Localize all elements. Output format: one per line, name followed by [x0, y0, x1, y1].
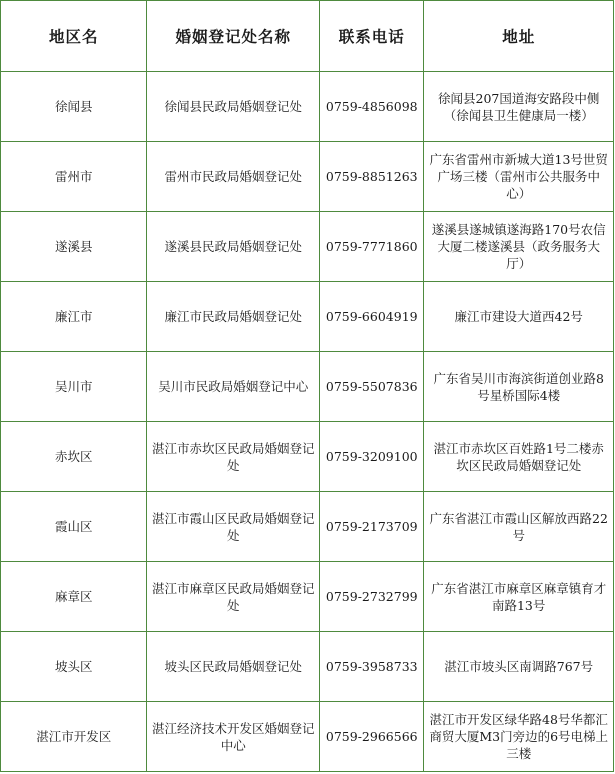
table-row — [1, 282, 614, 352]
phone-cell: 0759-5507836 — [320, 352, 424, 422]
region-cell: 遂溪县 — [1, 212, 147, 282]
region-cell: 坡头区 — [1, 632, 147, 702]
office-cell: 吴川市民政局婚姻登记中心 — [147, 352, 320, 422]
phone-cell: 0759-3209100 — [320, 422, 424, 492]
address-cell: 湛江市坡头区南调路767号 — [424, 632, 614, 702]
table-row — [1, 72, 614, 142]
office-cell: 湛江市赤坎区民政局婚姻登记处 — [147, 422, 320, 492]
header-region: 地区名 — [1, 1, 147, 72]
region-cell: 湛江市开发区 — [1, 702, 147, 772]
office-cell: 遂溪县民政局婚姻登记处 — [147, 212, 320, 282]
table-row — [1, 492, 614, 562]
office-cell: 廉江市民政局婚姻登记处 — [147, 282, 320, 352]
address-cell: 广东省湛江市霞山区解放西路22号 — [424, 492, 614, 562]
address-cell: 廉江市建设大道西42号 — [424, 282, 614, 352]
phone-cell: 0759-4856098 — [320, 72, 424, 142]
phone-cell: 0759-2966566 — [320, 702, 424, 772]
phone-cell: 0759-6604919 — [320, 282, 424, 352]
region-cell: 吴川市 — [1, 352, 147, 422]
table-row — [1, 422, 614, 492]
phone-cell: 0759-3958733 — [320, 632, 424, 702]
office-cell: 湛江市霞山区民政局婚姻登记处 — [147, 492, 320, 562]
header-phone: 联系电话 — [320, 1, 424, 72]
address-cell: 徐闻县207国道海安路段中侧（徐闻县卫生健康局一楼） — [424, 72, 614, 142]
table-row — [1, 142, 614, 212]
address-cell: 广东省吴川市海滨街道创业路8号星桥国际4楼 — [424, 352, 614, 422]
office-cell: 坡头区民政局婚姻登记处 — [147, 632, 320, 702]
address-cell: 遂溪县遂城镇遂海路170号农信大厦二楼遂溪县（政务服务大厅） — [424, 212, 614, 282]
region-cell: 霞山区 — [1, 492, 147, 562]
table-row — [1, 562, 614, 632]
address-cell: 湛江市开发区绿华路48号华都汇商贸大厦M3门旁边的6号电梯上三楼 — [424, 702, 614, 772]
office-cell: 湛江市麻章区民政局婚姻登记处 — [147, 562, 320, 632]
region-cell: 赤坎区 — [1, 422, 147, 492]
table-row — [1, 632, 614, 702]
address-cell: 广东省雷州市新城大道13号世贸广场三楼（雷州市公共服务中心） — [424, 142, 614, 212]
office-cell: 湛江经济技术开发区婚姻登记中心 — [147, 702, 320, 772]
address-cell: 湛江市赤坎区百姓路1号二楼赤坎区民政局婚姻登记处 — [424, 422, 614, 492]
region-cell: 麻章区 — [1, 562, 147, 632]
header-office: 婚姻登记处名称 — [147, 1, 320, 72]
phone-cell: 0759-8851263 — [320, 142, 424, 212]
phone-cell: 0759-7771860 — [320, 212, 424, 282]
header-row — [1, 1, 614, 72]
region-cell: 雷州市 — [1, 142, 147, 212]
region-cell: 徐闻县 — [1, 72, 147, 142]
address-cell: 广东省湛江市麻章区麻章镇育才南路13号 — [424, 562, 614, 632]
office-cell: 雷州市民政局婚姻登记处 — [147, 142, 320, 212]
phone-cell: 0759-2732799 — [320, 562, 424, 632]
table-row — [1, 702, 614, 772]
phone-cell: 0759-2173709 — [320, 492, 424, 562]
table-row — [1, 352, 614, 422]
header-address: 地址 — [424, 1, 614, 72]
region-cell: 廉江市 — [1, 282, 147, 352]
table-row — [1, 212, 614, 282]
office-cell: 徐闻县民政局婚姻登记处 — [147, 72, 320, 142]
